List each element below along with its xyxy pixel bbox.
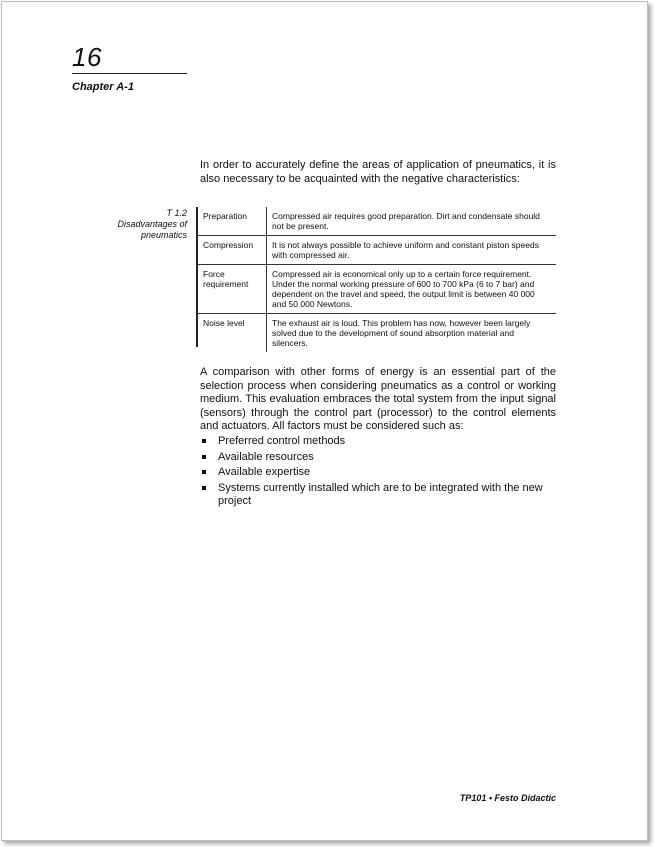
factors-list xyxy=(200,435,556,511)
row-description: Compressed air requires good preparation. Dirt and condensate should not be present. xyxy=(267,207,557,236)
table-row xyxy=(198,207,556,236)
table-caption-text-2: pneumatics xyxy=(140,230,187,240)
table-row xyxy=(198,236,556,265)
footer: TP101 • Festo Didactic xyxy=(459,793,556,803)
list-item-text: Available resources xyxy=(218,450,314,463)
list-item-text: Available expertise xyxy=(218,466,311,478)
row-name: Preparation xyxy=(198,207,267,236)
list-item-text: Preferred control methods xyxy=(218,435,346,447)
row-description: The exhaust air is loud. This problem has now, however been largely solved due to the development of sound absorption material and silencers. xyxy=(272,318,531,348)
bullet-icon xyxy=(202,439,206,443)
list-item-text: Systems currently installed which are to be integrated with the new project xyxy=(218,481,543,507)
bullet-icon xyxy=(202,470,206,474)
table-row xyxy=(198,265,556,314)
disadvantages-table xyxy=(198,207,556,352)
table-caption-text-1: Disadvantages of xyxy=(117,219,187,229)
header-rule xyxy=(72,73,187,74)
list-item xyxy=(200,482,556,509)
bullet-icon xyxy=(202,455,206,459)
table-caption-id: T 1.2 xyxy=(166,208,187,218)
list-item xyxy=(200,435,556,449)
page xyxy=(1,1,648,841)
list-item xyxy=(200,451,556,465)
table-caption xyxy=(92,208,187,241)
chapter-title: Chapter A-1 xyxy=(72,81,134,93)
row-name: Force requirement xyxy=(198,265,267,314)
row-name: Compression xyxy=(198,236,267,265)
bullet-icon xyxy=(202,486,206,490)
table-row xyxy=(198,314,556,353)
list-item xyxy=(200,466,556,480)
row-name: Noise level xyxy=(198,314,267,353)
row-description: It is not always possible to achieve uniform and constant piston speeds with compressed air. xyxy=(267,236,557,265)
comparison-paragraph: A comparison with other forms of energy is an essential part of the selection process when considering pneumatics as a control or working medium. This evaluation embraces the total system from the input signal (sensors) through the control part (processor) to the control elements and actuators. All factors must be considered such as: xyxy=(200,366,556,432)
page-number: 16 xyxy=(72,42,102,72)
row-description: Compressed air is economical only up to a certain force requirement. Under the normal working pressure of 600 to 700 kPa (6 to 7 bar) and dependent on the travel and speed, the output limit is between 40 000 and 50 000 Newtons. xyxy=(267,265,557,314)
intro-paragraph: In order to accurately define the areas of application of pneumatics, it is also necessary to be acquainted with the negative characteristics: xyxy=(200,159,556,185)
